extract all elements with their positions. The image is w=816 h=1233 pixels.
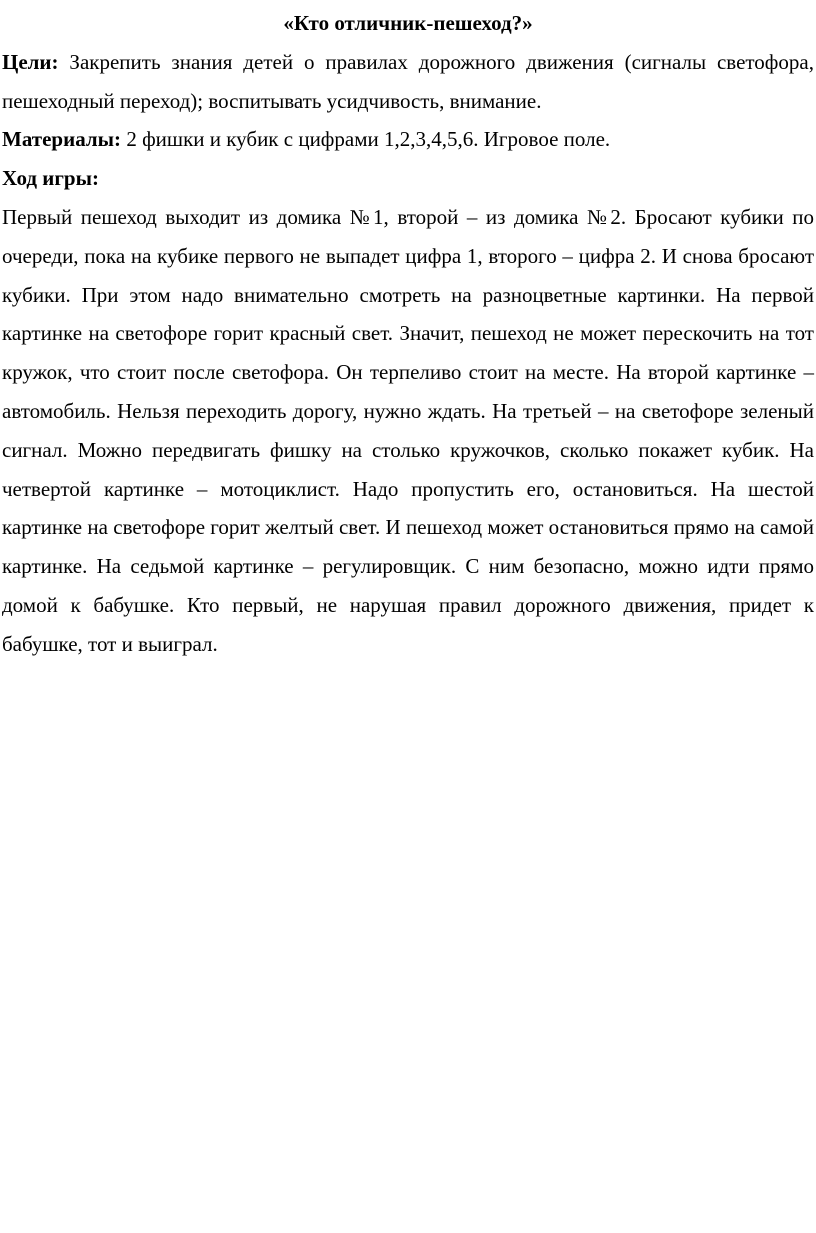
goals-text: Закрепить знания детей о правилах дорожного движения (сигналы светофора, пешеходный переход); воспитывать усидчивость, внимание.	[2, 49, 814, 113]
materials-label: Материалы:	[2, 127, 122, 152]
materials-text: 2 фишки и кубик с цифрами 1,2,3,4,5,6. Игровое поле.	[121, 127, 611, 152]
game-description: Первый пешеход выходит из домика №1, второй – из домика №2. Бросают кубики по очереди, пока на кубике первого не выпадет цифра 1, второго – цифра 2. И снова бросают кубики. При этом надо внимательно смотреть на разноцветные картинки. На первой картинке на светофоре горит красный свет. Значит, пешеход не может перескочить на тот кружок, что стоит после светофора. Он терпеливо стоит на месте. На второй картинке – автомобиль. Нельзя переходить дорогу, нужно ждать. На третьей – на светофоре зеленый сигнал. Можно передвигать фишку на столько кружочков, сколько покажет кубик. На четвертой картинке – мотоциклист. Надо пропустить его, остановиться. На шестой картинке на светофоре горит желтый свет. И пешеход может остановиться прямо на самой картинке. На седьмой картинке – регулировщик. С ним безопасно, можно идти прямо домой к бабушке. Кто первый, не нарушая правил дорожного движения, придет к бабушке, тот и выиграл.	[2, 204, 814, 656]
game-heading: Ход игры:	[2, 166, 99, 191]
goals-label: Цели:	[2, 49, 59, 74]
materials-paragraph	[2, 120, 814, 159]
document-title: «Кто отличник-пешеход?»	[283, 11, 533, 35]
goals-paragraph	[2, 43, 814, 121]
